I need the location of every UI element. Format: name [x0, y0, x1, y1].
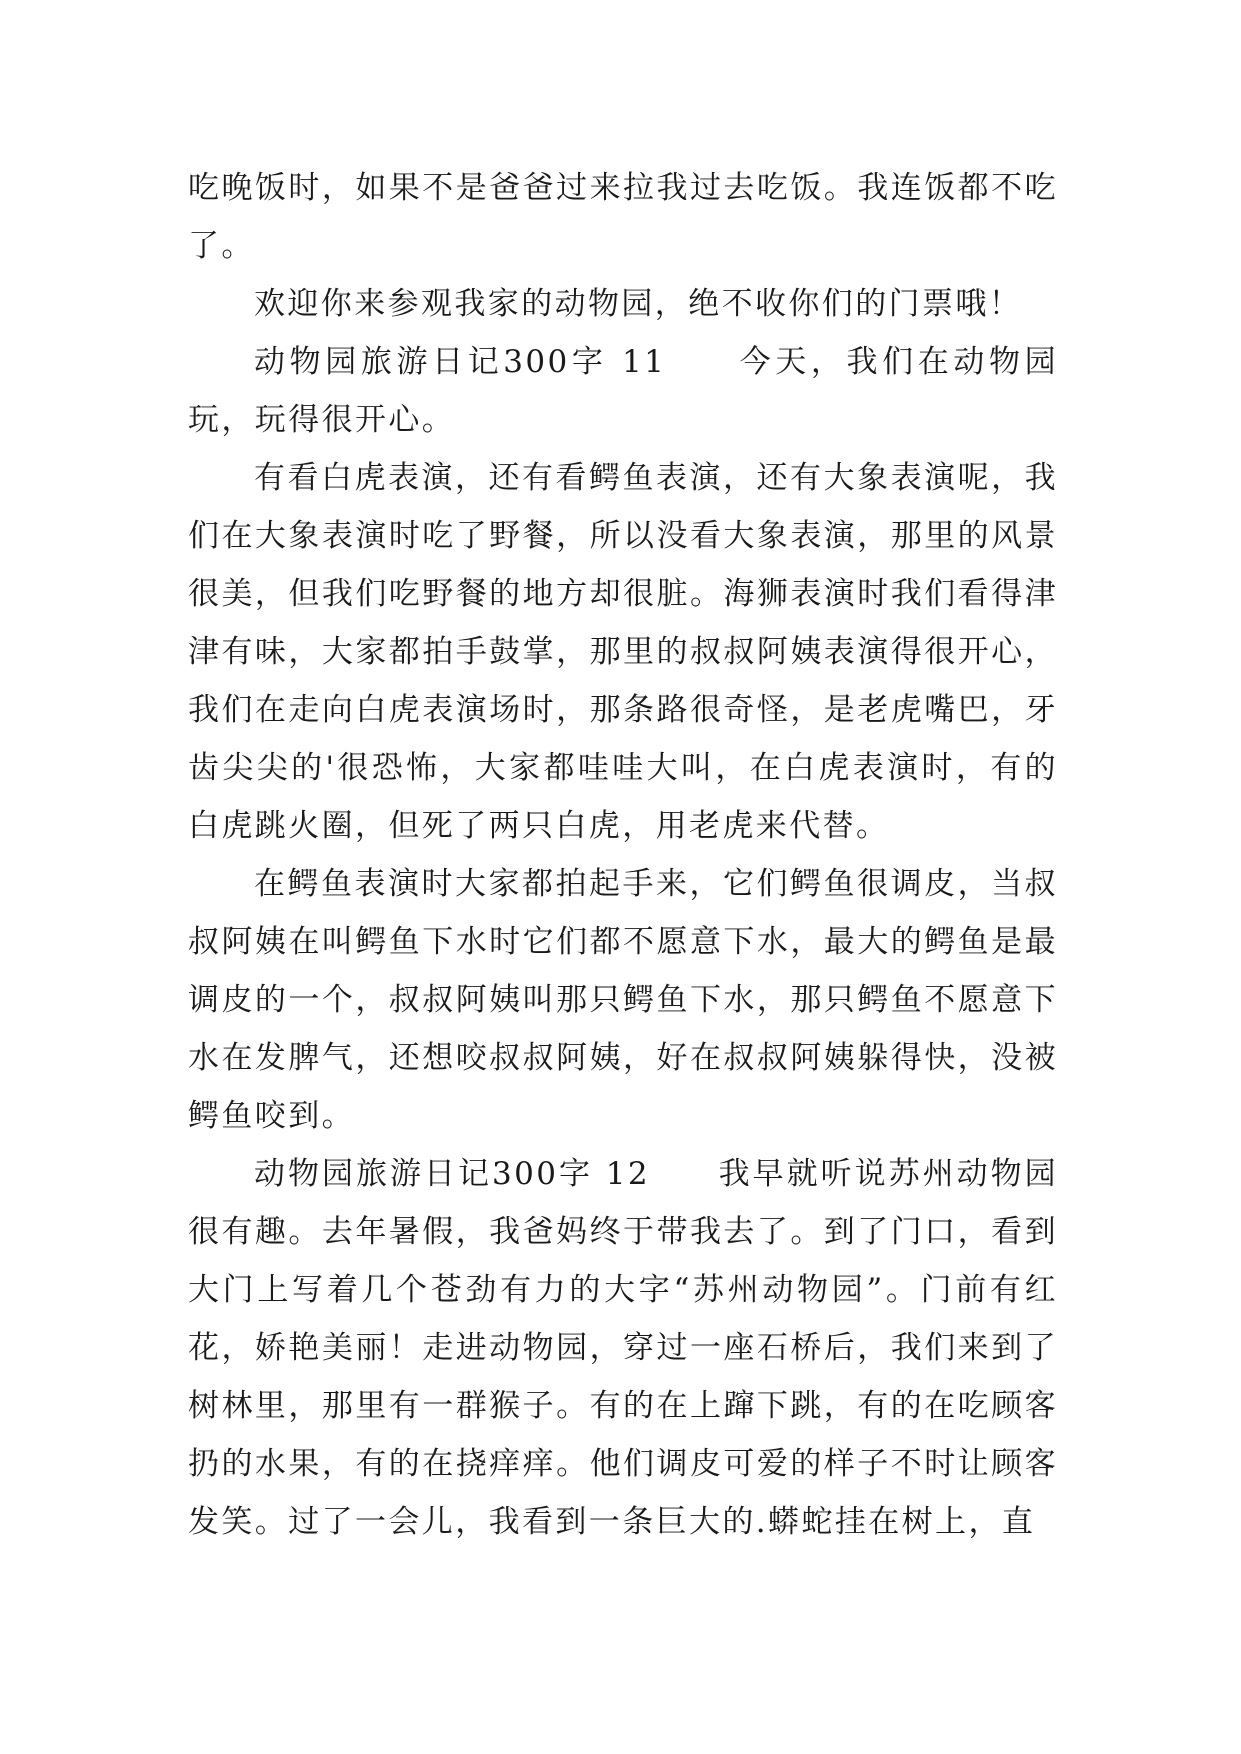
document-body	[188, 159, 1058, 1551]
paragraph-6: 动物园旅游日记300字 12 我早就听说苏州动物园很有趣。去年暑假，我爸妈终于带我去了。到了门口，看到大门上写着几个苍劲有力的大字“苏州动物园”。门前有红花，娇艳美丽！走进动物园，穿过一座石桥后，我们来到了树林里，那里有一群猴子。有的在上蹿下跳，有的在吃顾客扔的水果，有的在挠痒痒。他们调皮可爱的样子不时让顾客发笑。过了一会儿，我看到一条巨大的.蟒蛇挂在树上，直	[188, 1156, 1058, 1540]
paragraph-4: 有看白虎表演，还有看鳄鱼表演，还有大象表演呢，我们在大象表演时吃了野餐，所以没看大象表演，那里的风景很美，但我们吃野餐的地方却很脏。海狮表演时我们看得津津有味，大家都拍手鼓掌，那里的叔叔阿姨表演得很开心，我们在走向白虎表演场时，那条路很奇怪，是老虎嘴巴，牙齿尖尖的'很恐怖，大家都哇哇大叫，在白虎表演时，有的白虎跳火圈，但死了两只白虎，用老虎来代替。	[188, 460, 1058, 844]
paragraph-3: 动物园旅游日记300字 11 今天，我们在动物园玩，玩得很开心。	[188, 344, 1058, 438]
paragraph-1: 吃晚饭时，如果不是爸爸过来拉我过去吃饭。我连饭都不吃了。	[188, 170, 1058, 264]
paragraph-5: 在鳄鱼表演时大家都拍起手来，它们鳄鱼很调皮，当叔叔阿姨在叫鳄鱼下水时它们都不愿意下水，最大的鳄鱼是最调皮的一个，叔叔阿姨叫那只鳄鱼下水，那只鳄鱼不愿意下水在发脾气，还想咬叔叔阿姨，好在叔叔阿姨躲得快，没被鳄鱼咬到。	[188, 866, 1058, 1134]
paragraph-2: 欢迎你来参观我家的动物园，绝不收你们的门票哦！	[254, 286, 1023, 322]
